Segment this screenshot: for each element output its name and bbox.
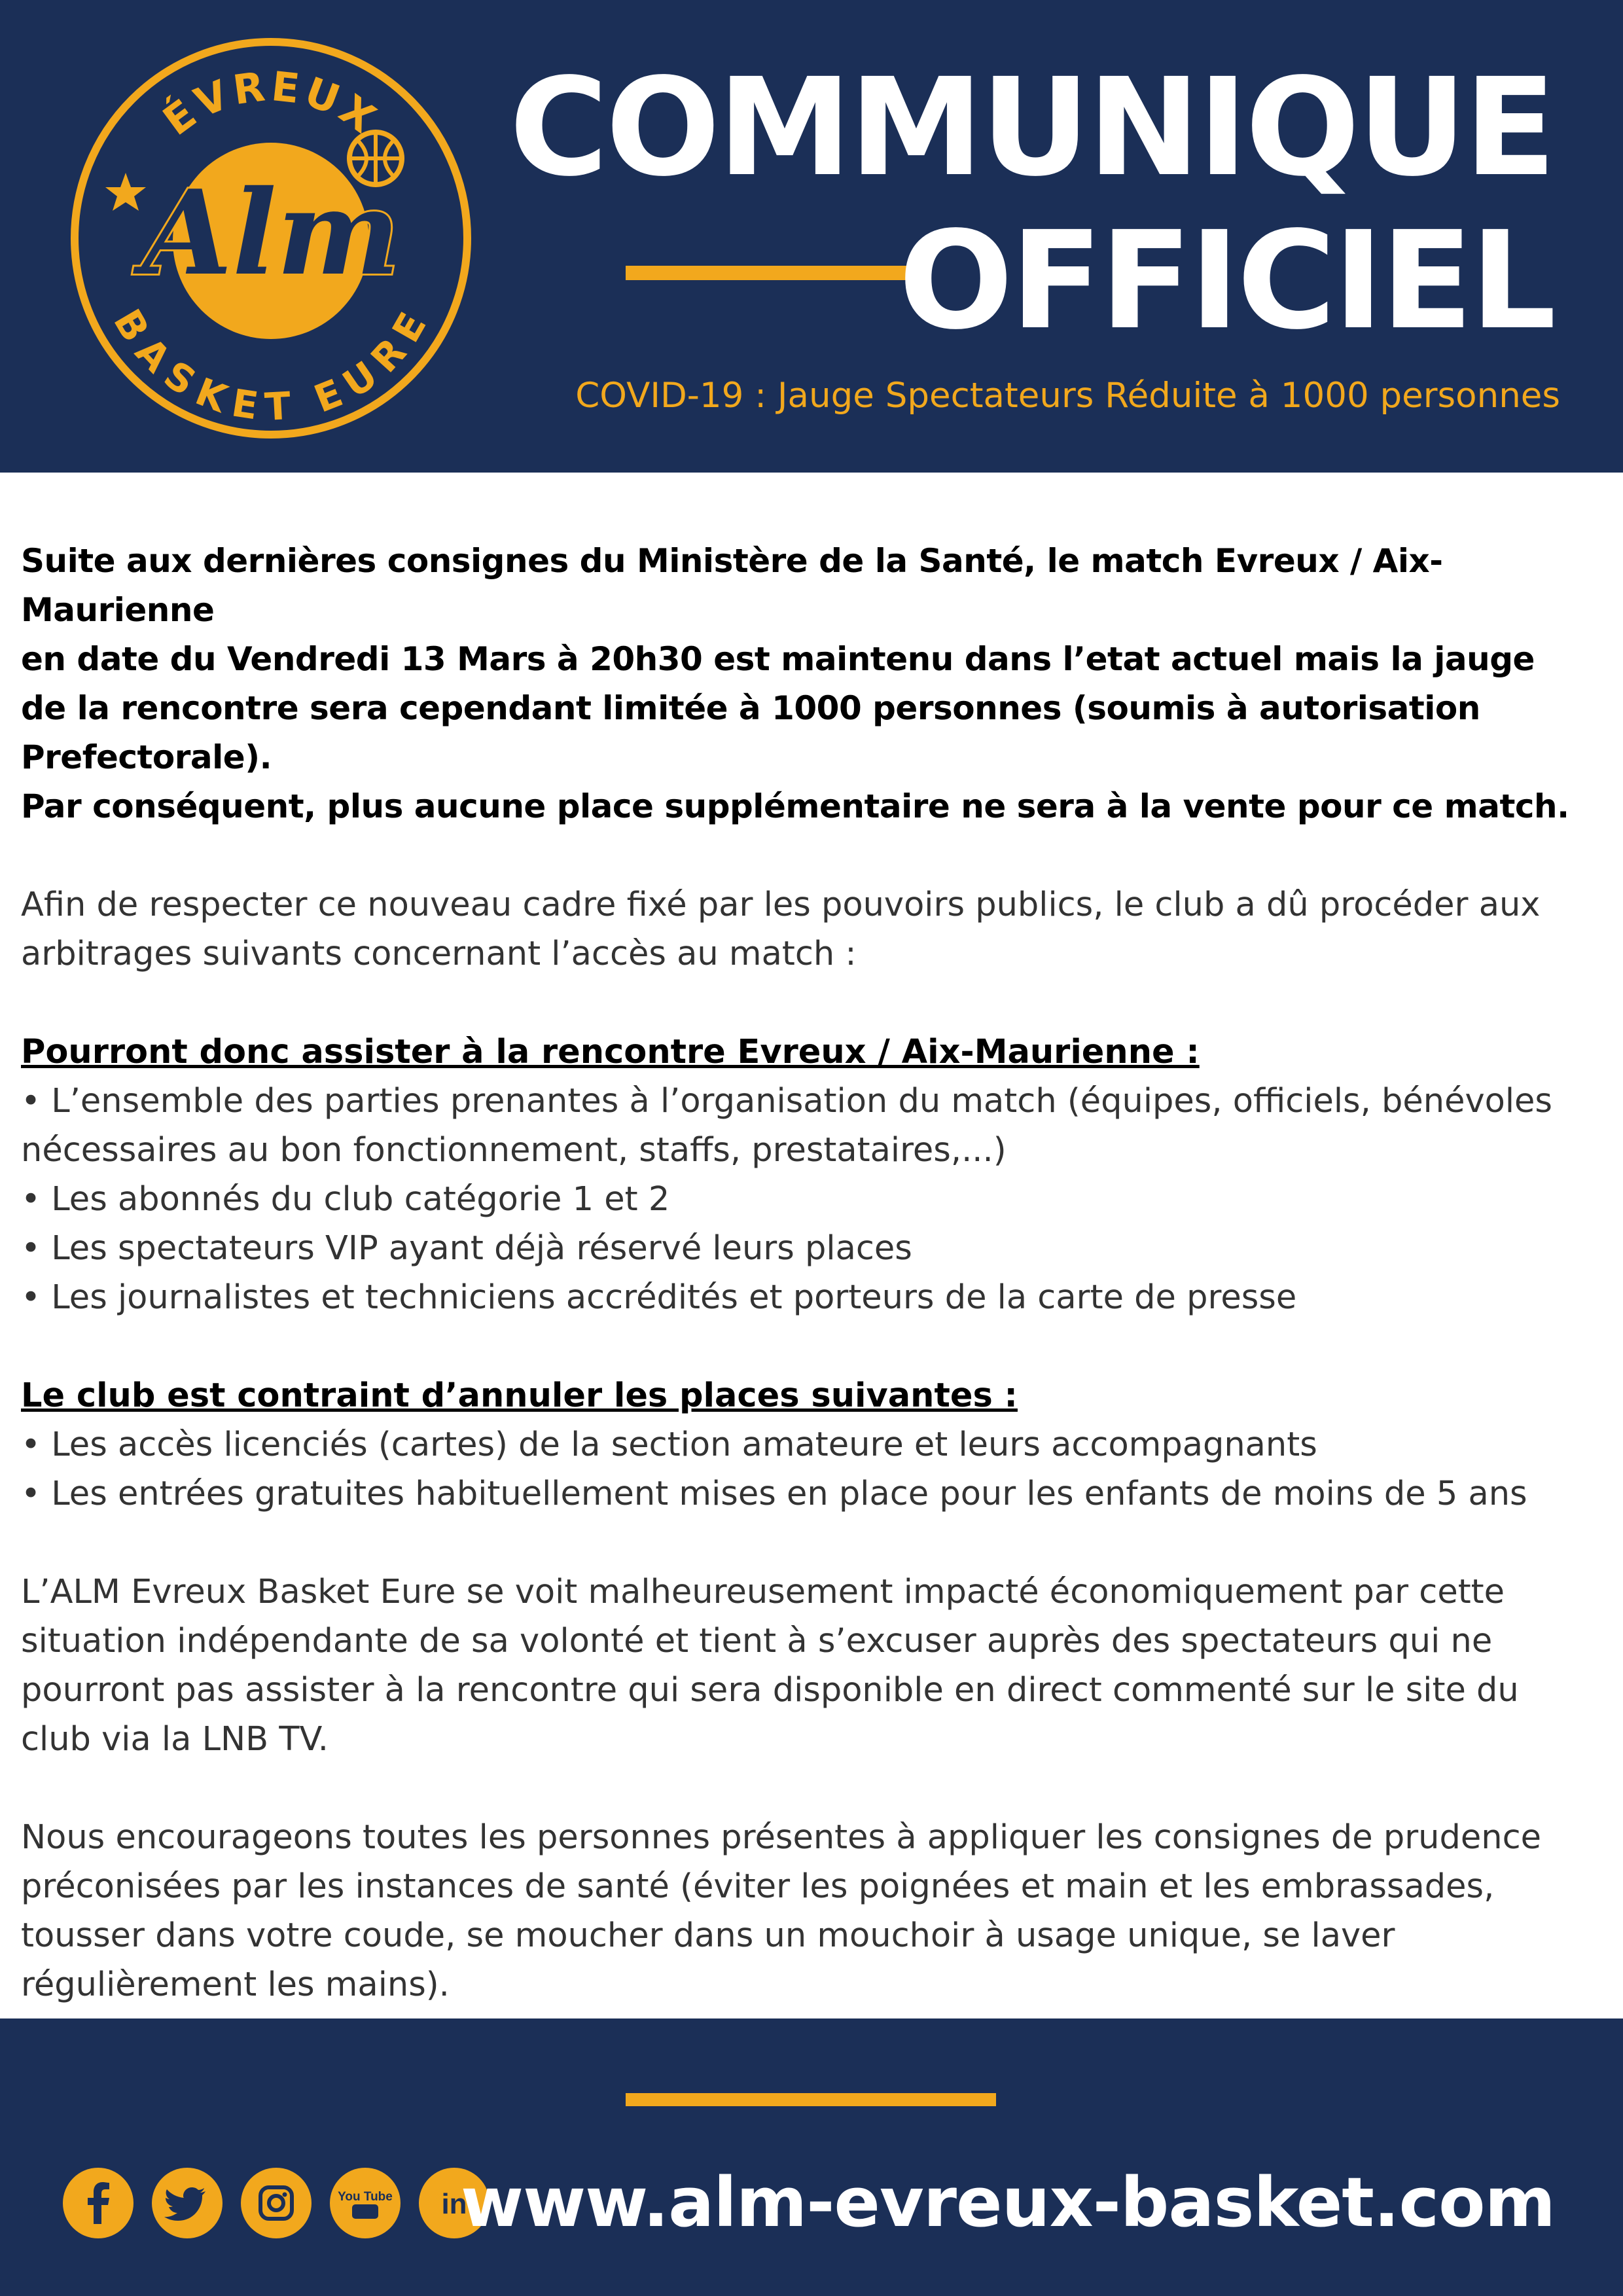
twitter-icon[interactable] [152, 2168, 223, 2238]
text-line: en date du Vendredi 13 Mars à 20h30 est maintenu dans l’etat actuel mais la jauge [21, 640, 1535, 678]
cancelled-section [21, 1371, 1611, 1518]
advice-paragraph [21, 1813, 1611, 2009]
text-line: situation indépendante de sa volonté et tient à s’excuser auprès des spectateurs qui ne [21, 1622, 1493, 1660]
linkedin-label: in [441, 2188, 467, 2220]
text-line: de la rencontre sera cependant limitée à 1000 personnes (soumis à autorisation [21, 689, 1480, 727]
club-logo [63, 30, 479, 446]
text-line: Afin de respecter ce nouveau cadre fixé par les pouvoirs publics, le club a dû procéder aux [21, 886, 1541, 924]
list-item: • Les accès licenciés (cartes) de la section amateure et leurs accompagnants [21, 1426, 1317, 1464]
title-officiel: OFFICIEL [898, 202, 1554, 359]
footer-divider [626, 2093, 996, 2106]
text-line: régulièrement les mains). [21, 1965, 450, 2004]
text-line: tousser dans votre coude, se moucher dans un mouchoir à usage unique, se laver [21, 1916, 1395, 1955]
youtube-icon[interactable] [330, 2168, 401, 2238]
youtube-label: You Tube [338, 2190, 393, 2204]
text-line: Nous encourageons toutes les personnes présentes à appliquer les consignes de prudence [21, 1818, 1541, 1857]
list-item: nécessaires au bon fonctionnement, staffs, prestataires,...) [21, 1131, 1007, 1170]
context-paragraph [21, 880, 1611, 978]
list-item: • Les abonnés du club catégorie 1 et 2 [21, 1180, 670, 1219]
cancelled-title: Le club est contraint d’annuler les places suivantes : [21, 1376, 1018, 1415]
intro-paragraph [21, 537, 1611, 831]
communique-body [21, 537, 1611, 2009]
text-line: pourront pas assister à la rencontre qui sera disponible en direct commenté sur le site du [21, 1671, 1519, 1710]
allowed-section [21, 1028, 1611, 1322]
title-divider [626, 266, 925, 280]
logo-top-text: ÉVREUX [154, 62, 387, 145]
instagram-icon[interactable] [241, 2168, 312, 2238]
list-item: • Les journalistes et techniciens accrédités et porteurs de la carte de presse [21, 1278, 1297, 1317]
title-communique: COMMUNIQUE [509, 49, 1554, 206]
list-item: • Les entrées gratuites habituellement mises en place pour les enfants de moins de 5 ans [21, 1475, 1527, 1513]
basketball-icon [349, 132, 402, 185]
header-banner [0, 0, 1623, 473]
text-line: Par conséquent, plus aucune place supplémentaire ne sera à la vente pour ce match. [21, 787, 1569, 825]
logo-bottom-text: BASKET EURE [105, 301, 437, 430]
list-item: • L’ensemble des parties prenantes à l’organisation du match (équipes, officiels, bénévoles [21, 1082, 1552, 1121]
website-link[interactable]: www.alm-evreux-basket.com [460, 2162, 1555, 2242]
text-line: arbitrages suivants concernant l’accès au match : [21, 935, 857, 973]
svg-text:ÉVREUX [154, 62, 387, 145]
star-icon [105, 173, 146, 211]
text-line: Prefectorale). [21, 738, 272, 776]
text-line: Suite aux dernières consignes du Ministère de la Santé, le match Evreux / Aix-Maurienne [21, 542, 1443, 629]
subtitle: COVID-19 : Jauge Spectateurs Réduite à 1000 personnes [575, 376, 1560, 416]
text-line: L’ALM Evreux Basket Eure se voit malheureusement impacté économiquement par cette [21, 1573, 1505, 1611]
text-line: club via la LNB TV. [21, 1720, 329, 1759]
facebook-icon[interactable] [63, 2168, 134, 2238]
logo-script-text: Alm [141, 164, 401, 301]
list-item: • Les spectateurs VIP ayant déjà réservé leurs places [21, 1229, 912, 1268]
footer-banner [0, 2018, 1623, 2296]
allowed-title: Pourront donc assister à la rencontre Evreux / Aix-Maurienne : [21, 1033, 1200, 1071]
apology-paragraph [21, 1568, 1611, 1764]
text-line: préconisées par les instances de santé (éviter les poignées et main et les embrassades, [21, 1867, 1495, 1906]
